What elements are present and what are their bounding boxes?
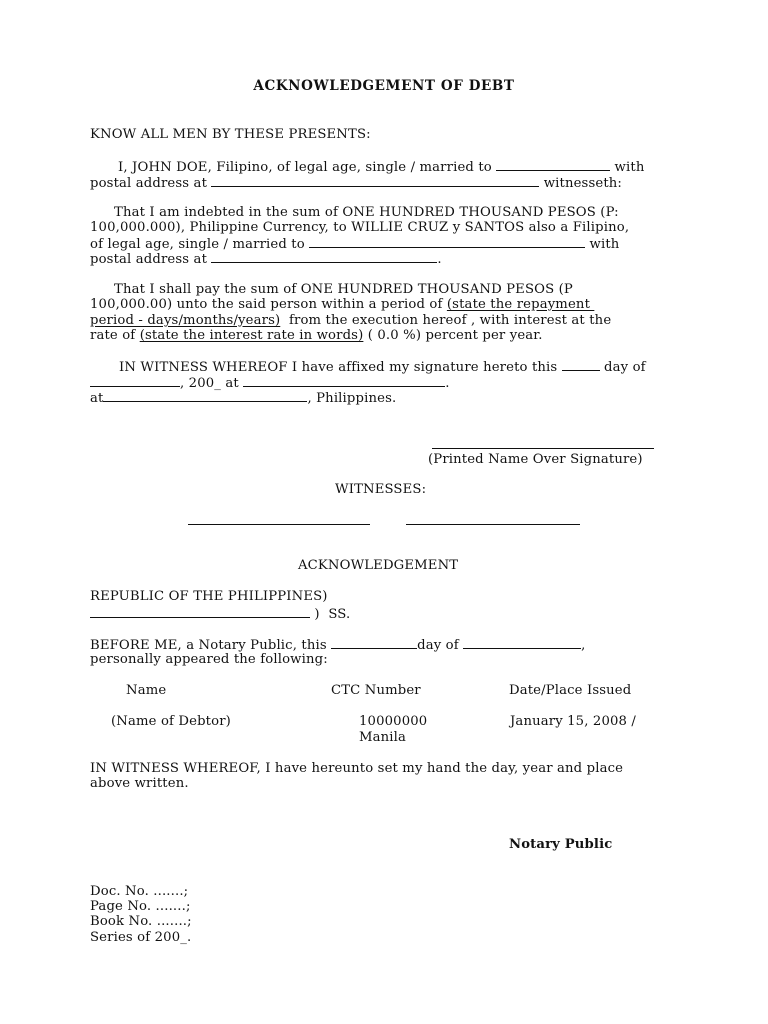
city-blank (103, 389, 307, 402)
para1-line1-end: with (610, 160, 645, 175)
day-blank (562, 358, 600, 371)
para4-line3 (90, 389, 396, 407)
para4-line3-text: at (90, 391, 104, 406)
para1-line2-end: witnesseth: (539, 176, 623, 191)
notary-day-blank (331, 636, 417, 649)
creditor-address-blank (211, 250, 437, 263)
para2-line3-text: of legal age, single / married to (90, 237, 310, 252)
para3-line2-text: 100,000.00) unto the said person within a period of (90, 297, 447, 312)
para2-line2: 100,000.000), Philippine Currency, to WILLIE CRUZ y SANTOS also a Filipino, (90, 220, 630, 235)
month-blank (90, 374, 180, 387)
spouse-name-blank (496, 158, 610, 171)
para3-line2 (90, 297, 594, 313)
before-me-comma: , (581, 638, 586, 653)
table-cell-place: Manila (359, 730, 407, 745)
venue-ss: ) SS. (310, 607, 351, 622)
acknowledgement-heading: ACKNOWLEDGEMENT (298, 558, 459, 573)
para3-line4 (90, 328, 543, 344)
repayment-period-placeholder: (state the repayment (446, 297, 595, 312)
para4-line2-text: , 200_ at (180, 376, 244, 391)
before-me-dayof: day of (417, 638, 464, 653)
document-title: ACKNOWLEDGEMENT OF DEBT (253, 78, 515, 94)
intro-line: KNOW ALL MEN BY THESE PRESENTS: (90, 127, 371, 142)
para2-line4-end: . (437, 252, 442, 267)
para2-line3-end: with (585, 237, 620, 252)
repayment-period-placeholder-cont: period - days/months/years) (90, 313, 281, 328)
para2-line4 (90, 250, 442, 268)
creditor-spouse-blank (309, 235, 585, 248)
notary-month-blank (463, 636, 581, 649)
interest-rate-placeholder: (state the interest rate in words) (139, 328, 364, 343)
table-header-name: Name (126, 683, 167, 698)
para4-line3-end: , Philippines. (307, 391, 397, 406)
para3-line1: That I shall pay the sum of ONE HUNDRED THOUSAND PESOS (P (114, 282, 573, 297)
closing-line1: IN WITNESS WHEREOF, I have hereunto set my hand the day, year and place (90, 761, 624, 776)
witness-2-line (406, 524, 580, 525)
place-blank (243, 374, 445, 387)
signature-caption: (Printed Name Over Signature) (428, 452, 643, 467)
before-me-text: BEFORE ME, a Notary Public, this (90, 638, 332, 653)
witness-1-line (188, 524, 370, 525)
para1-line1-text: I, JOHN DOE, Filipino, of legal age, single / married to (118, 160, 497, 175)
closing-line2: above written. (90, 776, 189, 791)
before-me-line2: personally appeared the following: (90, 652, 328, 667)
para1-line2-text: postal address at (90, 176, 212, 191)
table-header-date: Date/Place Issued (509, 683, 632, 698)
table-cell-ctc: 10000000 (359, 714, 428, 729)
notary-public-label: Notary Public (509, 837, 613, 852)
table-cell-name: (Name of Debtor) (111, 714, 231, 729)
witnesses-label: WITNESSES: (335, 482, 427, 497)
venue-line1: REPUBLIC OF THE PHILIPPINES) (90, 589, 328, 604)
postal-address-blank (211, 174, 539, 187)
book-no: Book No. .......; (90, 914, 192, 929)
signature-line (432, 448, 654, 449)
para3-line3 (90, 313, 611, 329)
series-no: Series of 200_. (90, 930, 192, 945)
city-municipality-blank (90, 605, 310, 618)
table-header-ctc: CTC Number (331, 683, 421, 698)
doc-no: Doc. No. .......; (90, 884, 189, 899)
para3-line4-text: rate of (90, 328, 140, 343)
para2-line4-text: postal address at (90, 252, 212, 267)
para4-line1-text: IN WITNESS WHEREOF I have affixed my signature hereto this (119, 360, 562, 375)
para2-line1: That I am indebted in the sum of ONE HUNDRED THOUSAND PESOS (P: (114, 205, 619, 220)
para3-line4-end: ( 0.0 %) percent per year. (363, 328, 543, 343)
page-no: Page No. .......; (90, 899, 191, 914)
para3-line3-text: from the execution hereof , with interest at the (280, 313, 612, 328)
venue-line2 (90, 605, 350, 623)
para1-line2 (90, 174, 622, 192)
table-cell-date: January 15, 2008 / (510, 714, 637, 729)
para4-line2-end: . (445, 376, 450, 391)
para4-line1-end: day of (599, 360, 646, 375)
